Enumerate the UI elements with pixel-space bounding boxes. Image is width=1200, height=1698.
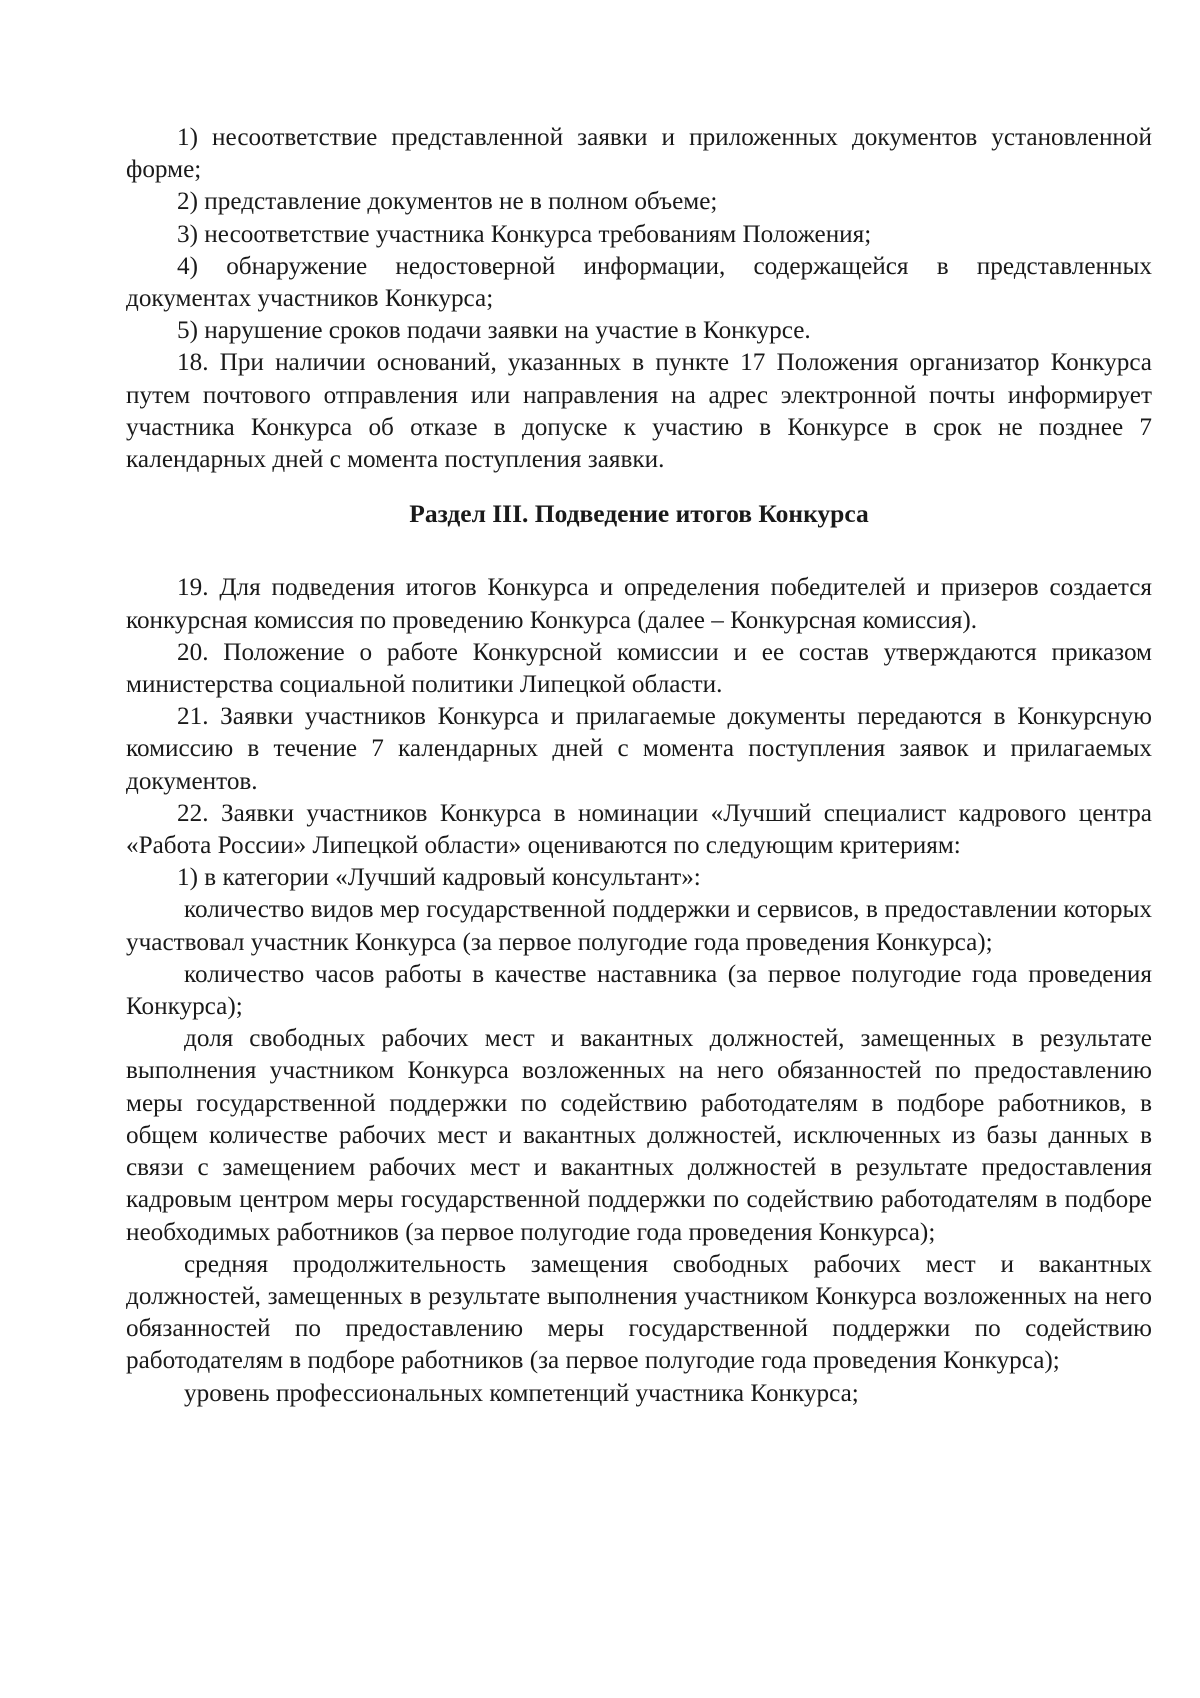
clause-21: 21. Заявки участников Конкурса и прилагаемые документы передаются в Конкурсную комиссию в течение 7 календарных дней с момента поступления заявок и прилагаемых документов. xyxy=(126,703,1152,795)
clause-18: 18. При наличии оснований, указанных в пункте 17 Положения организатор Конкурса путем почтового отправления или направления на адрес электронной почты информирует участника Конкурса об отказе в допуске к участию в Конкурсе в срок не позднее 7 календарных дней с момента поступления заявки. xyxy=(126,349,1152,474)
criterion-competency-level: уровень профессиональных компетенций участника Конкурса; xyxy=(184,1379,859,1407)
criteria-item-2: 2) представление документов не в полном объеме; xyxy=(177,188,718,216)
criteria-item-5: 5) нарушение сроков подачи заявки на участие в Конкурсе. xyxy=(177,317,811,345)
criterion-average-fill-duration: средняя продолжительность замещения свободных рабочих мест и вакантных должностей, замещенных в результате выполнения участником Конкурса возложенных на него обязанностей по предоставлению меры государственной поддержки по содействию работодателям в подборе работников (за первое полугодие года проведения Конкурса); xyxy=(126,1250,1152,1375)
criteria-item-3: 3) несоответствие участника Конкурса требованиям Положения; xyxy=(177,220,872,248)
document-body xyxy=(126,122,1152,1410)
section-heading: Раздел III. Подведение итогов Конкурса xyxy=(409,499,869,529)
clause-22: 22. Заявки участников Конкурса в номинации «Лучший специалист кадрового центра «Работа России» Липецкой области» оцениваются по следующим критериям: xyxy=(126,799,1152,860)
criterion-measures-count: количество видов мер государственной поддержки и сервисов, в предоставлении которых участвовал участник Конкурса (за первое полугодие года проведения Конкурса); xyxy=(126,896,1152,956)
criterion-filled-vacancies-share: доля свободных рабочих мест и вакантных должностей, замещенных в результате выполнения участником Конкурса возложенных на него обязанностей по предоставлению меры государственной поддержки по содействию работодателям в подборе работников, в общем количестве рабочих мест и вакантных должностей, исключенных из базы данных в связи с замещением рабочих мест и вакантных должностей в результате предоставления кадровым центром меры государственной поддержки по содействию работодателям в подборе необходимых работников (за первое полугодие года проведения Конкурса); xyxy=(126,1025,1152,1246)
clause-20: 20. Положение о работе Конкурсной комиссии и ее состав утверждаются приказом министерства социальной политики Липецкой области. xyxy=(126,638,1152,699)
category-heading: 1) в категории «Лучший кадровый консультант»: xyxy=(177,864,701,892)
clause-19: 19. Для подведения итогов Конкурса и определения победителей и призеров создается конкурсная комиссия по проведению Конкурса (далее – Конкурсная комиссия). xyxy=(126,574,1152,634)
criteria-item-1: 1) несоответствие представленной заявки и приложенных документов установленной форме; xyxy=(126,124,1152,184)
criterion-mentor-hours: количество часов работы в качестве наставника (за первое полугодие года проведения Конкурса); xyxy=(126,960,1152,1021)
criteria-item-4: 4) обнаружение недостоверной информации, содержащейся в представленных документах участников Конкурса; xyxy=(126,252,1152,313)
